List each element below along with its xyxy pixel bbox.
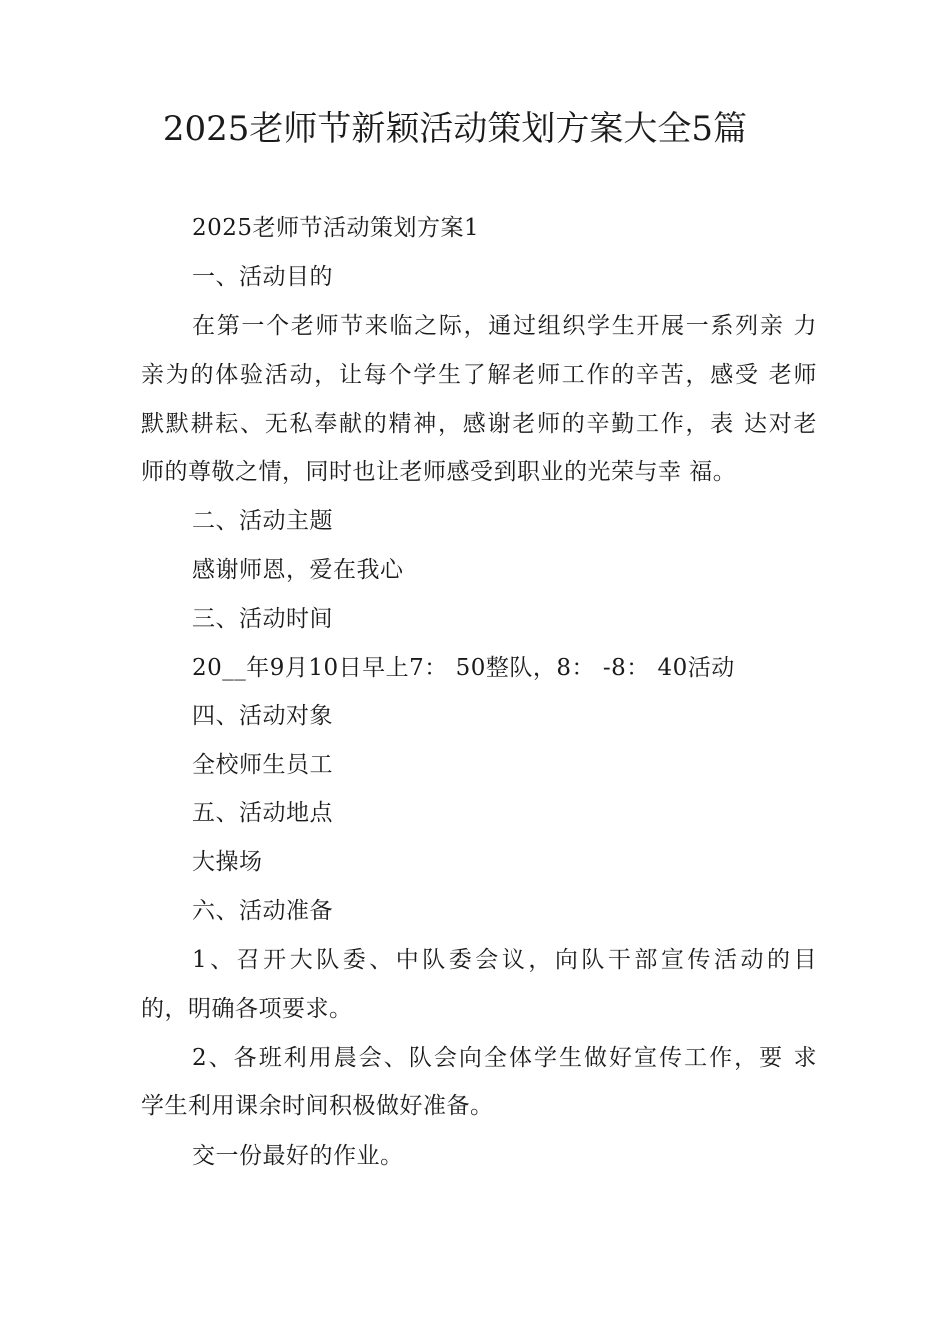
paragraph-line: 师的尊敬之情，同时也让老师感受到职业的光荣与幸 福。 <box>141 459 737 485</box>
paragraph-heading: 二、活动主题 <box>192 508 333 534</box>
document-title: 2025老师节新颖活动策划方案大全5篇 <box>162 109 748 149</box>
paragraph-line: 20__年9月10日早上7： 50整队，8： -8： 40活动 <box>192 655 735 681</box>
paragraph-line: 全校师生员工 <box>192 752 333 778</box>
paragraph-line: 在第一个老师节来临之际，通过组织学生开展一系列亲 力 <box>192 313 817 339</box>
paragraph-line: 大操场 <box>192 849 263 875</box>
paragraph-line: 默默耕耘、无私奉献的精神，感谢老师的辛勤工作，表 达对老 <box>141 411 817 437</box>
paragraph-line: 1、召开大队委、中队委会议，向队干部宣传活动的目 <box>192 947 817 973</box>
paragraph-line: 学生利用课余时间积极做好准备。 <box>141 1093 494 1119</box>
paragraph-line: 2、各班利用晨会、队会向全体学生做好宣传工作，要 求 <box>192 1045 817 1071</box>
paragraph-heading: 四、活动对象 <box>192 703 333 729</box>
paragraph-heading: 一、活动目的 <box>192 264 333 290</box>
paragraph-line: 的，明确各项要求。 <box>141 996 353 1022</box>
section-heading: 2025老师节活动策划方案1 <box>192 215 480 241</box>
paragraph-heading: 三、活动时间 <box>192 606 333 632</box>
paragraph-heading: 六、活动准备 <box>192 898 333 924</box>
paragraph-line: 感谢师恩，爱在我心 <box>192 557 404 583</box>
paragraph-line: 亲为的体验活动，让每个学生了解老师工作的辛苦，感受 老师 <box>141 362 817 388</box>
paragraph-line: 交一份最好的作业。 <box>192 1143 404 1169</box>
paragraph-heading: 五、活动地点 <box>192 800 333 826</box>
